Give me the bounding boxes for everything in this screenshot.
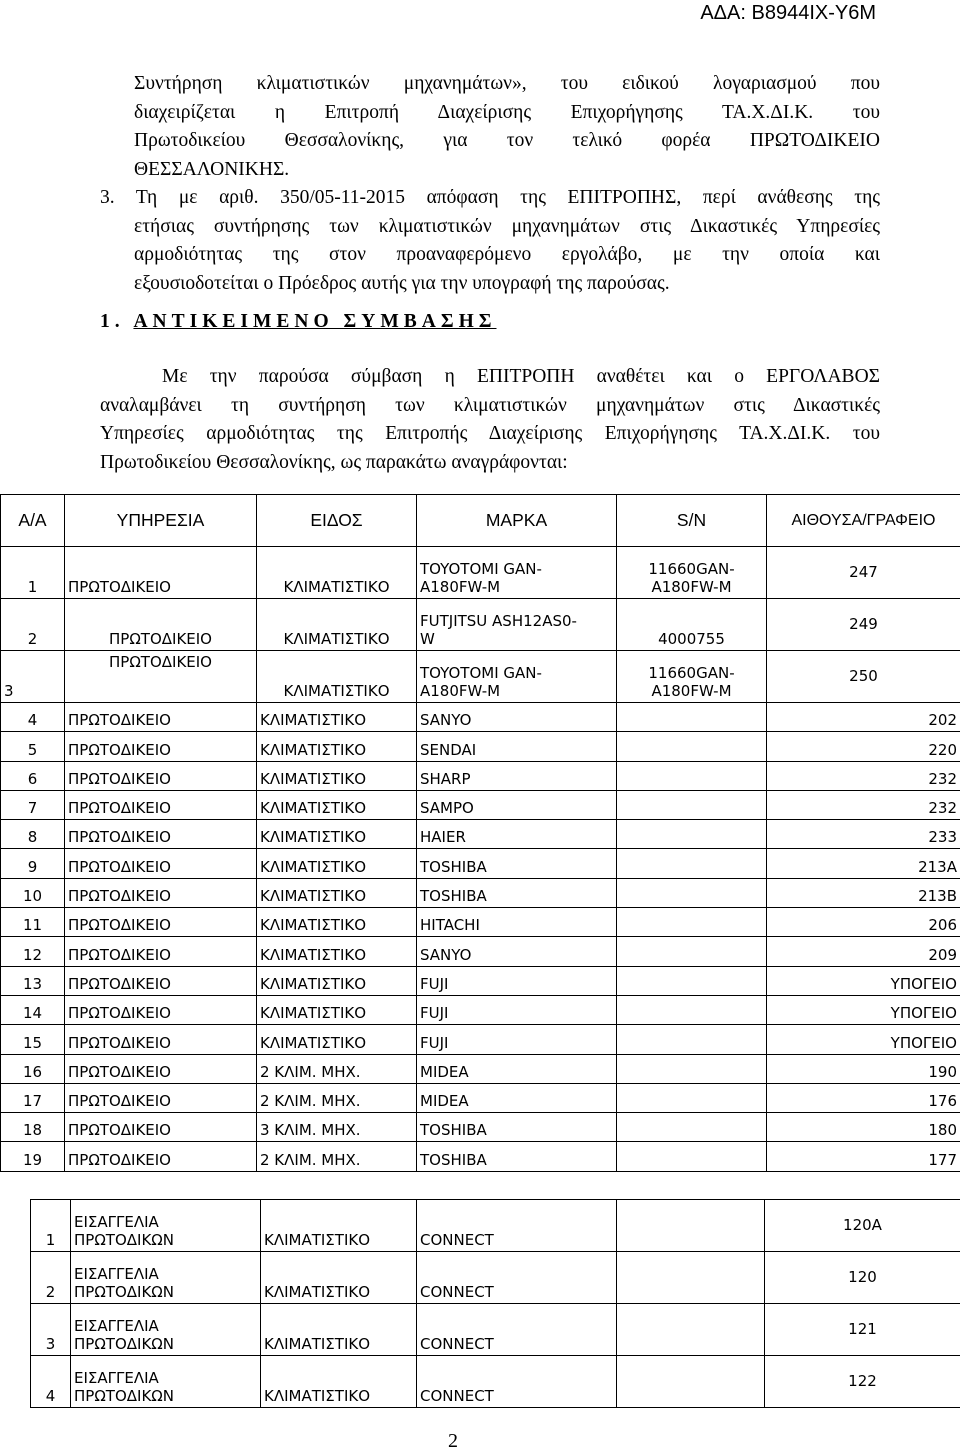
cell-sn <box>617 1025 767 1054</box>
brand-line: A180FW-M <box>420 578 501 596</box>
cell-type: 2 ΚΛΙΜ. ΜΗΧ. <box>257 1083 417 1112</box>
cell-aa: 4 <box>1 703 65 732</box>
cell-service: ΠΡΩΤΟΔΙΚΕΙΟ <box>65 599 257 651</box>
cell-room: 220 <box>767 732 960 761</box>
col-header: ΥΠΗΡΕΣΙΑ <box>65 495 257 547</box>
text-line: Πρωτοδικείου Θεσσαλονίκης, ως παρακάτω αναγράφονται: <box>100 451 568 473</box>
table-row <box>1 820 960 849</box>
cell-aa: 18 <box>1 1113 65 1142</box>
cell-room: ΥΠΟΓΕΙΟ <box>767 995 960 1024</box>
brand-line: W <box>420 630 435 648</box>
brand-line: TOYOTOMI GAN- <box>420 560 542 578</box>
table-row <box>1 1025 960 1054</box>
cell-service: ΠΡΩΤΟΔΙΚΕΙΟ <box>65 703 257 732</box>
table-row <box>1 703 960 732</box>
table-row <box>1 790 960 819</box>
cell-aa: 3 <box>1 651 65 703</box>
cell-type: ΚΛΙΜΑΤΙΣΤΙΚΟ <box>257 790 417 819</box>
cell-sn <box>617 1200 765 1252</box>
sn-line: A180FW-M <box>651 578 732 596</box>
cell-type: ΚΛΙΜΑΤΙΣΤΙΚΟ <box>257 703 417 732</box>
cell-aa: 12 <box>1 937 65 966</box>
cell-room: 120 <box>765 1252 960 1304</box>
col-header: ΕΙΔΟΣ <box>257 495 417 547</box>
cell-type: ΚΛΙΜΑΤΙΣΤΙΚΟ <box>257 761 417 790</box>
cell-sn <box>617 1142 767 1171</box>
cell-service: ΠΡΩΤΟΔΙΚΕΙΟ <box>65 1025 257 1054</box>
subject-paragraph <box>100 363 880 477</box>
cell-brand: FUJI <box>417 995 617 1024</box>
cell-aa: 8 <box>1 820 65 849</box>
section-heading <box>100 311 497 333</box>
cell-aa: 2 <box>1 599 65 651</box>
text-line: Υπηρεσίες αρμοδιότητας της Επιτροπής Διαχείρισης Επιχορήγησης ΤΑ.Χ.ΔΙ.Κ. του <box>100 423 880 444</box>
cell-brand: MIDEA <box>417 1054 617 1083</box>
cell-aa: 19 <box>1 1142 65 1171</box>
text-line: Με την παρούσα σύμβαση η ΕΠΙΤΡΟΠΗ αναθέτει και ο ΕΡΓΟΛΑΒΟΣ <box>162 366 880 387</box>
cell-sn <box>617 966 767 995</box>
cell-brand: SANYO <box>417 937 617 966</box>
cell-sn <box>617 651 767 703</box>
cell-sn <box>617 761 767 790</box>
cell-room: 176 <box>767 1083 960 1112</box>
table-row <box>1 547 960 599</box>
cell-brand: TOSHIBA <box>417 878 617 907</box>
cell-type: ΚΛΙΜΑΤΙΣΤΙΚΟ <box>257 820 417 849</box>
cell-service: ΠΡΩΤΟΔΙΚΕΙΟ <box>65 790 257 819</box>
cell-room: 232 <box>767 790 960 819</box>
cell-service: ΠΡΩΤΟΔΙΚΕΙΟ <box>65 761 257 790</box>
cell-brand <box>417 599 617 651</box>
cell-service: ΠΡΩΤΟΔΙΚΕΙΟ <box>65 1054 257 1083</box>
cell-brand: FUJI <box>417 1025 617 1054</box>
brand-line: TOYOTOMI GAN- <box>420 664 542 682</box>
ada-code: ΑΔΑ: Β8944ΙΧ-Υ6Μ <box>700 2 876 24</box>
table-row <box>31 1304 960 1356</box>
cell-brand: MIDEA <box>417 1083 617 1112</box>
cell-brand: TOSHIBA <box>417 849 617 878</box>
cell-room: 121 <box>765 1304 960 1356</box>
sn-line: 4000755 <box>658 630 725 648</box>
cell-type: 2 ΚΛΙΜ. ΜΗΧ. <box>257 1142 417 1171</box>
cell-sn <box>617 1113 767 1142</box>
cell-type: ΚΛΙΜΑΤΙΣΤΙΚΟ <box>261 1252 417 1304</box>
cell-brand: HITACHI <box>417 908 617 937</box>
table-row <box>1 966 960 995</box>
service-line: ΕΙΣΑΓΓΕΛΙΑ <box>74 1317 159 1335</box>
table-row <box>1 1113 960 1142</box>
cell-aa: 2 <box>31 1252 71 1304</box>
cell-aa: 16 <box>1 1054 65 1083</box>
cell-brand: SAMPO <box>417 790 617 819</box>
cell-brand: SHARP <box>417 761 617 790</box>
table-row <box>1 1054 960 1083</box>
cell-room: 180 <box>767 1113 960 1142</box>
cell-room: 213B <box>767 878 960 907</box>
table-row <box>1 1142 960 1171</box>
text-line: εξουσιοδοτείται ο Πρόεδρος αυτής για την υπογραφή της παρούσας. <box>134 272 670 294</box>
cell-type: ΚΛΙΜΑΤΙΣΤΙΚΟ <box>257 732 417 761</box>
cell-type: ΚΛΙΜΑΤΙΣΤΙΚΟ <box>257 995 417 1024</box>
text-line: αναλαμβάνει τη συντήρηση των κλιματιστικών μηχανημάτων στις Δικαστικές <box>100 394 880 416</box>
cell-brand: SENDAI <box>417 732 617 761</box>
service-line: ΠΡΩΤΟΔΙΚΩΝ <box>74 1283 174 1301</box>
cell-aa: 11 <box>1 908 65 937</box>
cell-aa: 3 <box>31 1304 71 1356</box>
cell-aa: 7 <box>1 790 65 819</box>
cell-service: ΠΡΩΤΟΔΙΚΕΙΟ <box>65 1113 257 1142</box>
service-line: ΕΙΣΑΓΓΕΛΙΑ <box>74 1213 159 1231</box>
cell-service: ΠΡΩΤΟΔΙΚΕΙΟ <box>65 1142 257 1171</box>
cell-service: ΠΡΩΤΟΔΙΚΕΙΟ <box>65 849 257 878</box>
service-line: ΠΡΩΤΟΔΙΚΩΝ <box>74 1335 174 1353</box>
cell-sn <box>617 1083 767 1112</box>
cell-room: 233 <box>767 820 960 849</box>
cell-brand: CONNECT <box>417 1356 617 1408</box>
cell-service: ΠΡΩΤΟΔΙΚΕΙΟ <box>65 937 257 966</box>
table-row <box>1 995 960 1024</box>
cell-room: 213A <box>767 849 960 878</box>
table-row <box>31 1356 960 1408</box>
cell-sn <box>617 790 767 819</box>
cell-room: 122 <box>765 1356 960 1408</box>
col-header: ΜΑΡΚΑ <box>417 495 617 547</box>
sn-line: A180FW-M <box>651 682 732 700</box>
cell-aa: 1 <box>31 1200 71 1252</box>
cell-service: ΠΡΩΤΟΔΙΚΕΙΟ <box>65 547 257 599</box>
table-row <box>1 651 960 703</box>
intro-paragraph <box>100 70 880 298</box>
cell-service <box>71 1252 261 1304</box>
cell-sn <box>617 1356 765 1408</box>
col-header: S/N <box>617 495 767 547</box>
sn-line: 11660GAN- <box>648 664 735 682</box>
cell-type: ΚΛΙΜΑΤΙΣΤΙΚΟ <box>257 1025 417 1054</box>
cell-aa: 4 <box>31 1356 71 1408</box>
cell-sn <box>617 547 767 599</box>
cell-sn <box>617 1252 765 1304</box>
heading-number: 1. <box>100 311 134 332</box>
table-row <box>1 599 960 651</box>
cell-type: ΚΛΙΜΑΤΙΣΤΙΚΟ <box>257 599 417 651</box>
cell-type: ΚΛΙΜΑΤΙΣΤΙΚΟ <box>257 966 417 995</box>
cell-type: 3 ΚΛΙΜ. ΜΗΧ. <box>257 1113 417 1142</box>
cell-brand: HAIER <box>417 820 617 849</box>
text-line: αρμοδιότητας της στον προαναφερόμενο εργολάβο, με την οποία και <box>134 244 880 265</box>
cell-type: ΚΛΙΜΑΤΙΣΤΙΚΟ <box>257 937 417 966</box>
cell-sn <box>617 1304 765 1356</box>
service-line: ΕΙΣΑΓΓΕΛΙΑ <box>74 1265 159 1283</box>
cell-type: ΚΛΙΜΑΤΙΣΤΙΚΟ <box>261 1200 417 1252</box>
cell-type: ΚΛΙΜΑΤΙΣΤΙΚΟ <box>261 1304 417 1356</box>
cell-sn <box>617 878 767 907</box>
text-line: Συντήρηση κλιματιστικών μηχανημάτων», του ειδικού λογαριασμού που <box>134 73 880 94</box>
table-row <box>31 1200 960 1252</box>
cell-brand <box>417 651 617 703</box>
cell-service: ΠΡΩΤΟΔΙΚΕΙΟ <box>65 1083 257 1112</box>
cell-room: 232 <box>767 761 960 790</box>
cell-aa: 13 <box>1 966 65 995</box>
cell-room: 120A <box>765 1200 960 1252</box>
cell-room: 209 <box>767 937 960 966</box>
brand-line: FUTJITSU ASH12AS0- <box>420 612 577 630</box>
cell-brand: TOSHIBA <box>417 1113 617 1142</box>
cell-aa: 6 <box>1 761 65 790</box>
cell-type: 2 ΚΛΙΜ. ΜΗΧ. <box>257 1054 417 1083</box>
table-header-row <box>1 495 960 547</box>
cell-type: ΚΛΙΜΑΤΙΣΤΙΚΟ <box>261 1356 417 1408</box>
cell-service: ΠΡΩΤΟΔΙΚΕΙΟ <box>65 995 257 1024</box>
cell-brand: CONNECT <box>417 1252 617 1304</box>
cell-service: ΠΡΩΤΟΔΙΚΕΙΟ <box>65 651 257 703</box>
page-number: 2 <box>448 1430 458 1452</box>
cell-sn <box>617 849 767 878</box>
cell-service: ΠΡΩΤΟΔΙΚΕΙΟ <box>65 966 257 995</box>
cell-service: ΠΡΩΤΟΔΙΚΕΙΟ <box>65 908 257 937</box>
text-line: διαχειρίζεται η Επιτροπή Διαχείρισης Επιχορήγησης ΤΑ.Χ.ΔΙ.Κ. του <box>134 101 880 123</box>
cell-service: ΠΡΩΤΟΔΙΚΕΙΟ <box>65 732 257 761</box>
cell-sn <box>617 995 767 1024</box>
cell-brand: CONNECT <box>417 1200 617 1252</box>
table-row <box>1 937 960 966</box>
text-line: Πρωτοδικείου Θεσσαλονίκης, για τον τελικό φορέα ΠΡΩΤΟΔΙΚΕΙΟ <box>134 130 880 151</box>
cell-sn <box>617 820 767 849</box>
cell-service <box>71 1200 261 1252</box>
cell-room: 190 <box>767 1054 960 1083</box>
brand-line: A180FW-M <box>420 682 501 700</box>
table-row <box>1 732 960 761</box>
cell-service: ΠΡΩΤΟΔΙΚΕΙΟ <box>65 820 257 849</box>
cell-service: ΠΡΩΤΟΔΙΚΕΙΟ <box>65 878 257 907</box>
cell-service <box>71 1304 261 1356</box>
cell-type: ΚΛΙΜΑΤΙΣΤΙΚΟ <box>257 547 417 599</box>
cell-brand: CONNECT <box>417 1304 617 1356</box>
cell-sn <box>617 937 767 966</box>
cell-room: 250 <box>767 651 960 703</box>
cell-type: ΚΛΙΜΑΤΙΣΤΙΚΟ <box>257 908 417 937</box>
cell-service <box>71 1356 261 1408</box>
cell-room: 177 <box>767 1142 960 1171</box>
cell-room: 247 <box>767 547 960 599</box>
cell-room: ΥΠΟΓΕΙΟ <box>767 1025 960 1054</box>
cell-aa: 15 <box>1 1025 65 1054</box>
cell-room: 206 <box>767 908 960 937</box>
cell-sn <box>617 1054 767 1083</box>
equipment-table <box>0 494 960 1172</box>
table-row <box>31 1252 960 1304</box>
text-line: ΘΕΣΣΑΛΟΝΙΚΗΣ. <box>134 158 290 180</box>
cell-type: ΚΛΙΜΑΤΙΣΤΙΚΟ <box>257 878 417 907</box>
cell-type: ΚΛΙΜΑΤΙΣΤΙΚΟ <box>257 651 417 703</box>
heading-text: ΑΝΤΙΚΕΙΜΕΝΟ ΣΥΜΒΑΣΗΣ <box>133 311 497 332</box>
cell-aa: 9 <box>1 849 65 878</box>
cell-aa: 1 <box>1 547 65 599</box>
cell-aa: 5 <box>1 732 65 761</box>
table-row <box>1 849 960 878</box>
text-line: ετήσιας συντήρησης των κλιματιστικών μηχανημάτων στις Δικαστικές Υπηρεσίες <box>134 215 880 237</box>
service-line: ΕΙΣΑΓΓΕΛΙΑ <box>74 1369 159 1387</box>
table-row <box>1 878 960 907</box>
text-line: 3. Τη με αριθ. 350/05-11-2015 απόφαση της ΕΠΙΤΡΟΠΗΣ, περί ανάθεσης της <box>100 187 880 208</box>
table-row <box>1 908 960 937</box>
cell-brand: SANYO <box>417 703 617 732</box>
cell-brand: TOSHIBA <box>417 1142 617 1171</box>
sn-line: 11660GAN- <box>648 560 735 578</box>
cell-room: 249 <box>767 599 960 651</box>
cell-aa: 10 <box>1 878 65 907</box>
cell-brand: FUJI <box>417 966 617 995</box>
cell-room: ΥΠΟΓΕΙΟ <box>767 966 960 995</box>
service-line: ΠΡΩΤΟΔΙΚΩΝ <box>74 1231 174 1249</box>
cell-type: ΚΛΙΜΑΤΙΣΤΙΚΟ <box>257 849 417 878</box>
cell-sn <box>617 703 767 732</box>
table-row <box>1 1083 960 1112</box>
col-header: ΑΙΘΟΥΣΑ/ΓΡΑΦΕΙΟ <box>767 495 960 547</box>
cell-sn <box>617 599 767 651</box>
prosecutor-table <box>30 1199 960 1408</box>
cell-sn <box>617 732 767 761</box>
cell-aa: 14 <box>1 995 65 1024</box>
service-line: ΠΡΩΤΟΔΙΚΩΝ <box>74 1387 174 1405</box>
cell-aa: 17 <box>1 1083 65 1112</box>
cell-room: 202 <box>767 703 960 732</box>
cell-brand <box>417 547 617 599</box>
table-row <box>1 761 960 790</box>
col-header: Α/Α <box>1 495 65 547</box>
cell-sn <box>617 908 767 937</box>
